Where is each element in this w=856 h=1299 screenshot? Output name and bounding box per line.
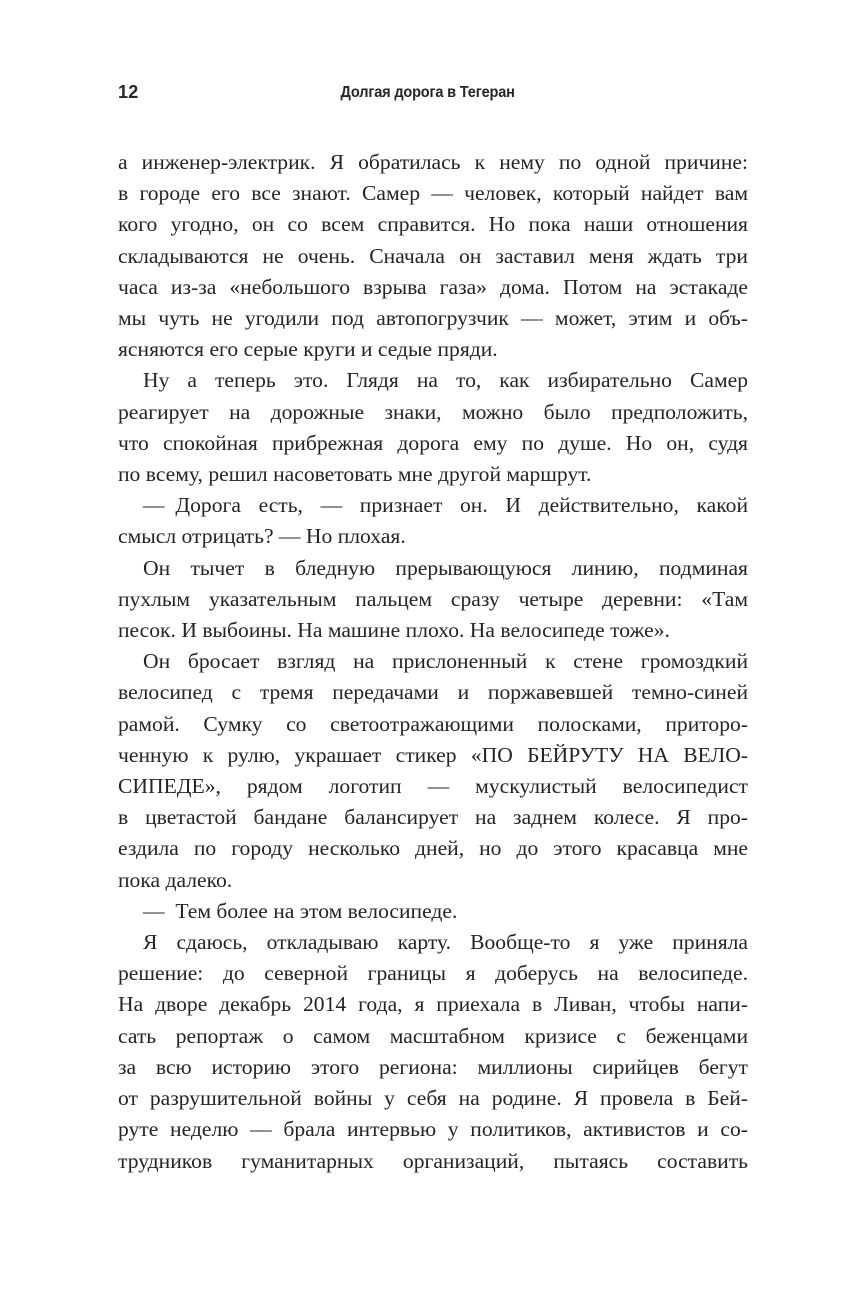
text-line: складываются не очень. Сначала он заставил меня ждать три <box>118 243 748 268</box>
running-header <box>0 82 856 104</box>
text-line: а инженер-электрик. Я обратилась к нему по одной причине: <box>118 150 748 174</box>
text-line: На дворе декабрь 2014 года, я приехала в Ливан, чтобы напи- <box>118 992 748 1017</box>
paragraph <box>118 365 748 490</box>
text-line: Я сдаюсь, откладываю карту. Вообще-то я уже приняла <box>143 930 748 955</box>
paragraph <box>118 553 748 647</box>
text-line: ченную к рулю, украшает стикер «ПО БЕЙРУТУ НА ВЕЛО- <box>118 742 748 767</box>
running-title-wrap <box>0 83 856 103</box>
text-line: Он бросает взгляд на прислоненный к стене громоздкий <box>143 649 748 674</box>
text-line: — Дорога есть, — признает он. И действительно, какой <box>143 493 748 518</box>
text-line: трудников гуманитарных организаций, пытаясь составить <box>118 1148 748 1173</box>
text-line: решение: до северной границы я доберусь на велосипеде. <box>118 961 748 986</box>
text-line: часа из-за «небольшого взрыва газа» дома. Потом на эстакаде <box>118 274 748 299</box>
text-line: что спокойная прибрежная дорога ему по душе. Но он, судя <box>118 430 748 455</box>
text-line: смысл отрицать? — Но плохая. <box>118 524 406 549</box>
text-line: Ну а теперь это. Глядя на то, как избирательно Самер <box>143 368 748 393</box>
text-line: в городе его все знают. Самер — человек, который найдет вам <box>118 181 748 206</box>
text-line: — Тем более на этом велосипеде. <box>143 898 458 923</box>
body-text <box>118 147 748 1177</box>
text-line: кого угодно, он со всем справится. Но пока наши отношения <box>118 212 748 237</box>
text-line: в цветастой бандане балансирует на заднем колесе. Я про- <box>118 805 748 830</box>
text-line: пухлым указательным пальцем сразу четыре деревни: «Там <box>118 586 748 611</box>
text-line: руте неделю — брала интервью у политиков, активистов и со- <box>118 1117 748 1142</box>
paragraph <box>118 896 748 927</box>
text-line: мы чуть не угодили под автопогрузчик — может, этим и объ- <box>118 306 748 331</box>
text-line: сать репортаж о самом масштабном кризисе с беженцами <box>118 1023 748 1048</box>
text-line: велосипед с тремя передачами и поржавевшей темно-синей <box>118 680 748 705</box>
paragraph <box>118 927 748 1177</box>
text-line: Он тычет в бледную прерывающуюся линию, подминая <box>143 555 748 580</box>
text-line: от разрушительной войны у себя на родине. Я провела в Бей- <box>118 1086 748 1111</box>
text-line: пока далеко. <box>118 867 233 892</box>
paragraph <box>118 490 748 552</box>
text-line: ясняются его серые круги и седые пряди. <box>118 337 498 362</box>
text-line: ездила по городу несколько дней, но до этого красавца мне <box>118 836 748 861</box>
page-number: 12 <box>118 82 139 102</box>
text-line: песок. И выбоины. На машине плохо. На велосипеде тоже». <box>118 618 670 643</box>
paragraph <box>118 646 748 896</box>
text-line: СИПЕДЕ», рядом логотип — мускулистый велосипедист <box>118 774 748 799</box>
text-line: за всю историю этого региона: миллионы сирийцев бегут <box>118 1054 748 1079</box>
text-line: по всему, решил насоветовать мне другой маршрут. <box>118 462 592 487</box>
text-line: рамой. Сумку со светоотражающими полосками, приторо- <box>118 711 748 736</box>
text-line: реагирует на дорожные знаки, можно было предположить, <box>118 399 748 424</box>
running-head-title: Долгая дорога в Тегеран <box>340 84 516 101</box>
paragraph <box>118 147 748 365</box>
